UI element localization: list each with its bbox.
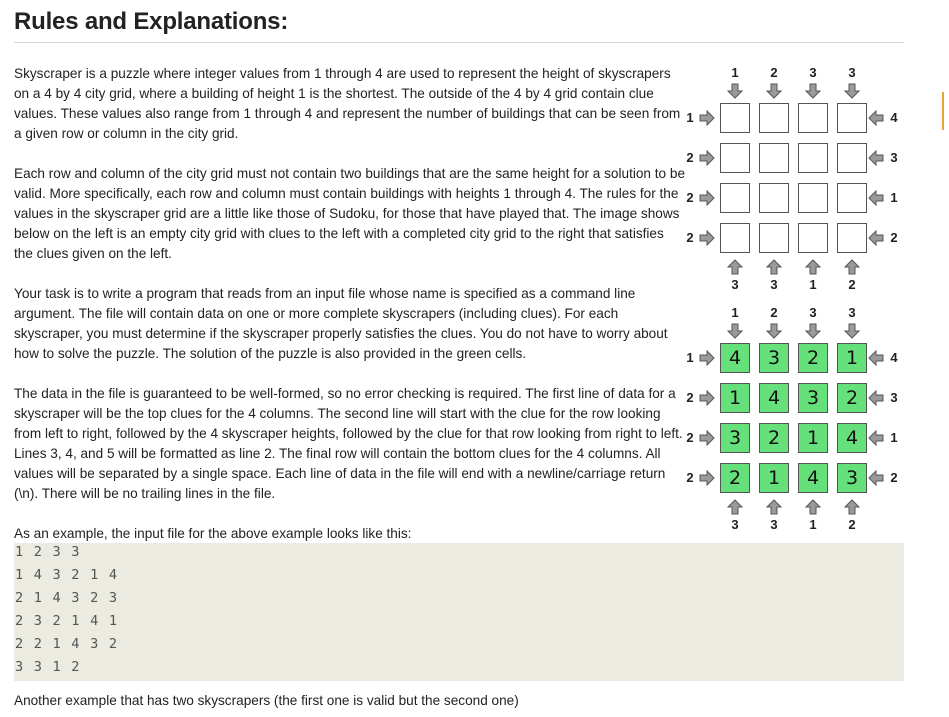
- clue-arrow-icon: [867, 469, 885, 487]
- paragraph-task: Your task is to write a program that reads from an input file whose name is specified as a command line argument. The file will contain data on one or more complete skyscrapers (including clues). For each skyscraper, you must determine if the skyscraper properly satisfies the clues. You do not have to worry about how to solve the puzzle. The solution of the puzzle is also provided in the green cells.: [14, 286, 668, 361]
- clue-arrow-icon: [867, 189, 885, 207]
- grid-cell: [759, 103, 789, 133]
- clue-number: 2: [686, 190, 694, 205]
- clue-arrow-icon: [698, 149, 716, 167]
- paragraph-intro: Skyscraper is a puzzle where integer values from 1 through 4 are used to represent the height of skyscrapers on a 4 by 4 city grid, where a building of height 1 is the shortest. The outside of the 4 by 4 grid contain clue values. These values also range from 1 through 4 and represent the number of buildings that can be seen from a given row or column in the city grid.: [14, 66, 681, 141]
- grid-cell: 4: [759, 383, 789, 413]
- clue-arrow-icon: [804, 498, 822, 516]
- grid-cell: [759, 223, 789, 253]
- grid-cell: 1: [720, 383, 750, 413]
- clue-number: 3: [731, 517, 739, 532]
- clue-number: 3: [809, 65, 817, 80]
- clue-arrow-icon: [765, 322, 783, 340]
- clue-number: 2: [770, 305, 778, 320]
- clue-arrow-icon: [726, 82, 744, 100]
- clue-arrow-icon: [726, 258, 744, 276]
- clue-number: 1: [890, 190, 898, 205]
- grid-cell: 2: [759, 423, 789, 453]
- clue-arrow-icon: [804, 82, 822, 100]
- clue-arrow-icon: [843, 322, 861, 340]
- heading-divider: [14, 42, 904, 43]
- clue-number: 2: [686, 390, 694, 405]
- clue-number: 4: [890, 350, 898, 365]
- solved-clue-grid: [680, 304, 910, 532]
- grid-cell: [837, 223, 867, 253]
- clue-number: 3: [731, 277, 739, 292]
- grid-cell: [798, 183, 828, 213]
- clue-arrow-icon: [765, 82, 783, 100]
- code-line: 2 1 4 3 2 3: [15, 590, 119, 606]
- clue-arrow-icon: [867, 149, 885, 167]
- clue-arrow-icon: [726, 322, 744, 340]
- grid-cell: 1: [759, 463, 789, 493]
- clue-number: 3: [770, 277, 778, 292]
- clue-number: 2: [770, 65, 778, 80]
- paragraph-footer: Another example that has two skyscrapers (the first one is valid but the second one): [14, 693, 519, 708]
- grid-cell: 3: [759, 343, 789, 373]
- page-title: Rules and Explanations:: [14, 8, 289, 35]
- code-line: 1 2 3 3: [15, 544, 81, 560]
- clue-arrow-icon: [698, 389, 716, 407]
- clue-arrow-icon: [698, 469, 716, 487]
- clue-number: 1: [890, 430, 898, 445]
- clue-arrow-icon: [698, 349, 716, 367]
- clue-number: 2: [848, 517, 856, 532]
- clue-number: 3: [890, 390, 898, 405]
- paragraph-format: The data in the file is guaranteed to be well-formed, so no error checking is required. The first line of data for a skyscraper will be the top clues for the 4 columns. The second line will start with the clue for the row looking from left to right, followed by the 4 skyscraper heights, followed by the clue for that row looking from right to left. Lines 3, 4, and 5 will be formatted as line 2. The final row will contain the bottom clues for the 4 columns. All values will be separated by a single space. Each line of data in the file will end with a newline/carriage return (\n). There will be no trailing lines in the file.: [14, 386, 683, 501]
- clue-number: 2: [686, 430, 694, 445]
- clue-arrow-icon: [804, 258, 822, 276]
- grid-cell: 3: [720, 423, 750, 453]
- clue-arrow-icon: [867, 349, 885, 367]
- clue-number: 2: [890, 230, 898, 245]
- clue-arrow-icon: [843, 498, 861, 516]
- clue-number: 3: [848, 305, 856, 320]
- clue-arrow-icon: [867, 229, 885, 247]
- paragraph-example-intro: As an example, the input file for the above example looks like this:: [14, 526, 412, 541]
- grid-cell: [798, 103, 828, 133]
- grid-cell: 2: [798, 343, 828, 373]
- clue-arrow-icon: [867, 389, 885, 407]
- clue-arrow-icon: [765, 258, 783, 276]
- grid-cell: 3: [837, 463, 867, 493]
- clue-number: 2: [686, 230, 694, 245]
- clue-arrow-icon: [698, 189, 716, 207]
- clue-number: 3: [890, 150, 898, 165]
- clue-number: 2: [890, 470, 898, 485]
- clue-arrow-icon: [843, 82, 861, 100]
- grid-cell: [720, 103, 750, 133]
- code-line: 2 2 1 4 3 2: [15, 636, 119, 652]
- clue-number: 3: [809, 305, 817, 320]
- clue-arrow-icon: [698, 109, 716, 127]
- grid-cell: [720, 183, 750, 213]
- clue-arrow-icon: [726, 498, 744, 516]
- grid-cell: 4: [720, 343, 750, 373]
- clue-arrow-icon: [843, 258, 861, 276]
- grid-cell: 4: [798, 463, 828, 493]
- grid-cell: [720, 223, 750, 253]
- clue-number: 2: [686, 470, 694, 485]
- clue-number: 1: [809, 517, 817, 532]
- grid-cell: 2: [837, 383, 867, 413]
- code-line: 2 3 2 1 4 1: [15, 613, 119, 629]
- clue-arrow-icon: [698, 429, 716, 447]
- clue-number: 3: [770, 517, 778, 532]
- clue-number: 4: [890, 110, 898, 125]
- clue-number: 1: [809, 277, 817, 292]
- grid-cell: 4: [837, 423, 867, 453]
- clue-arrow-icon: [804, 322, 822, 340]
- grid-cell: 2: [720, 463, 750, 493]
- grid-cell: [759, 143, 789, 173]
- code-line: 3 3 1 2: [15, 659, 81, 675]
- code-block: [14, 543, 904, 681]
- grid-cell: [798, 223, 828, 253]
- grid-cell: [837, 143, 867, 173]
- clue-number: 1: [686, 110, 694, 125]
- grid-cell: 3: [798, 383, 828, 413]
- grid-cell: [759, 183, 789, 213]
- clue-number: 3: [848, 65, 856, 80]
- grid-cell: [798, 143, 828, 173]
- paragraph-rules: Each row and column of the city grid must not contain two buildings that are the same height for a solution to be valid. More specifically, each row and column must contain buildings with heights 1 through 4. The rules for the values in the skyscraper grid are a little like those of Sudoku, for those that have played that. The image shows below on the left is an empty city grid with clues to the left with a completed city grid to the right that satisfies the clues given on the left.: [14, 166, 686, 261]
- code-line: 1 4 3 2 1 4: [15, 567, 119, 583]
- grid-cell: [720, 143, 750, 173]
- grid-cell: 1: [837, 343, 867, 373]
- grid-cell: 1: [798, 423, 828, 453]
- empty-clue-grid: [680, 64, 910, 292]
- clue-arrow-icon: [698, 229, 716, 247]
- clue-number: 1: [731, 65, 739, 80]
- grid-cell: [837, 183, 867, 213]
- clue-arrow-icon: [867, 429, 885, 447]
- clue-number: 2: [686, 150, 694, 165]
- clue-arrow-icon: [867, 109, 885, 127]
- clue-number: 1: [731, 305, 739, 320]
- clue-number: 1: [686, 350, 694, 365]
- clue-arrow-icon: [765, 498, 783, 516]
- clue-number: 2: [848, 277, 856, 292]
- scroll-indicator: [942, 92, 944, 130]
- grid-cell: [837, 103, 867, 133]
